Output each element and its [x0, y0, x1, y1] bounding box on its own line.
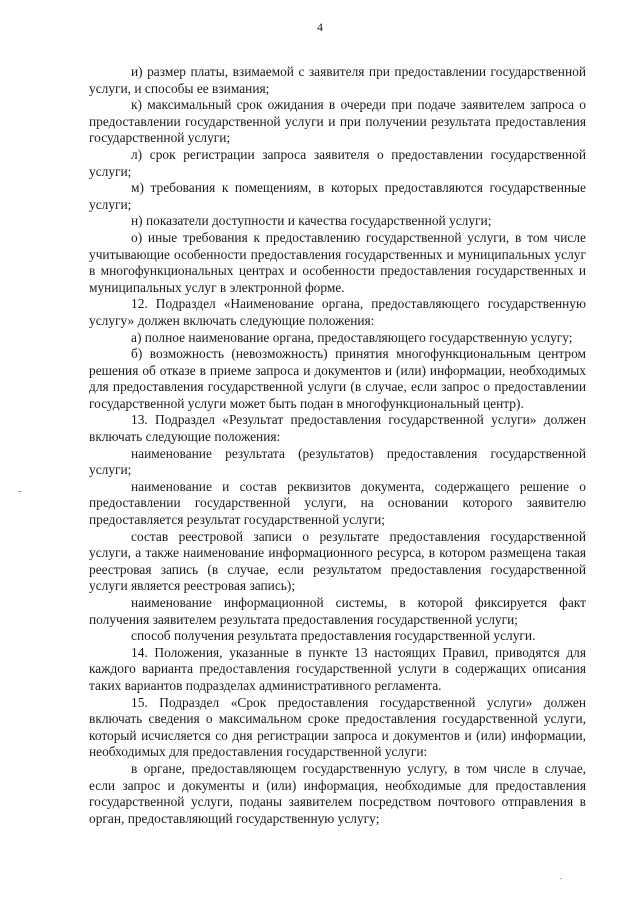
paragraph-receipt-method: способ получения результата предоставления государственной услуги. — [131, 628, 536, 644]
paragraph-item-n: н) показатели доступности и качества государственной услуги; — [131, 213, 492, 229]
paragraph-section-13: 13. Подраздел «Результат предоставления государственной услуги» должен включать следующие положения: — [89, 412, 586, 445]
paragraph-item-k: к) максимальный срок ожидания в очереди при подаче заявителем запроса о предоставлении государственной услуги и при получении результата предоставления государственной услуги; — [89, 97, 586, 146]
paragraph-item-o: о) иные требования к предоставлению государственной услуги, в том числе учитывающие особенности предоставления государственных и муниципальных услуг в многофункциональных центрах и особенности предоставления государственных и муниципальных услуг в электронной форме. — [89, 229, 586, 295]
document-body — [89, 64, 586, 827]
paragraph-item-m: м) требования к помещениям, в которых предоставляются государственные услуги; — [89, 180, 586, 212]
paragraph-item-a: а) полное наименование органа, предоставляющего государственную услугу; — [131, 329, 573, 345]
paragraph-item-b: б) возможность (невозможность) принятия многофункциональным центром решения об отказе в приеме запроса и документов и (или) информации, необходимых для предоставления государственной услуги (в случае, если запрос о предоставлении государственной услуги может быть подан в многофункциональный центр). — [89, 346, 586, 411]
paragraph-section-12: 12. Подраздел «Наименование органа, предоставляющего государственную услугу» должен включать следующие положения: — [89, 296, 586, 328]
page-number: 4 — [317, 20, 323, 34]
paragraph-item-l: л) срок регистрации запроса заявителя о предоставлении государственной услуги; — [89, 146, 586, 179]
paragraph-information-system: наименование информационной системы, в которой фиксируется факт получения заявителем результата предоставления государственной услуги; — [89, 595, 586, 627]
scan-artifact — [18, 491, 21, 492]
paragraph-result-name: наименование результата (результатов) предоставления государственной услуги; — [89, 445, 586, 478]
paragraph-registry-record: состав реестровой записи о результате предоставления государственной услуги, а также наименование информационного ресурса, в котором размещена такая реестровая запись (в случае, если результатом предоставления государственной услуги является реестровая запись); — [89, 528, 586, 594]
paragraph-section-14: 14. Положения, указанные в пункте 13 настоящих Правил, приводятся для каждого варианта предоставления государственной услуги в содержащих описания таких вариантов подразделах административного регламента. — [89, 644, 586, 693]
paragraph-section-15: 15. Подраздел «Срок предоставления государственной услуги» должен включать сведения о максимальном сроке предоставления государственной услуги, который исчисляется со дня регистрации запроса и документов и (или) информации, необходимых для предоставления государственной услуги: — [89, 694, 586, 760]
paragraph-item-i: и) размер платы, взимаемой с заявителя при предоставлении государственной услуги, и способы ее взимания; — [89, 64, 586, 96]
paragraph-document-details: наименование и состав реквизитов документа, содержащего решение о предоставлении государственной услуги, на основании которого заявителю предоставляется результат государственной услуги; — [89, 478, 586, 528]
paragraph-agency-term: в органе, предоставляющем государственную услугу, в том числе в случае, если запрос и документы и (или) информация, необходимые для предоставления государственной услуги, поданы заявителем посредством почтового отправления в орган, предоставляющий государственную услугу; — [89, 760, 586, 826]
scan-artifact — [560, 878, 562, 879]
